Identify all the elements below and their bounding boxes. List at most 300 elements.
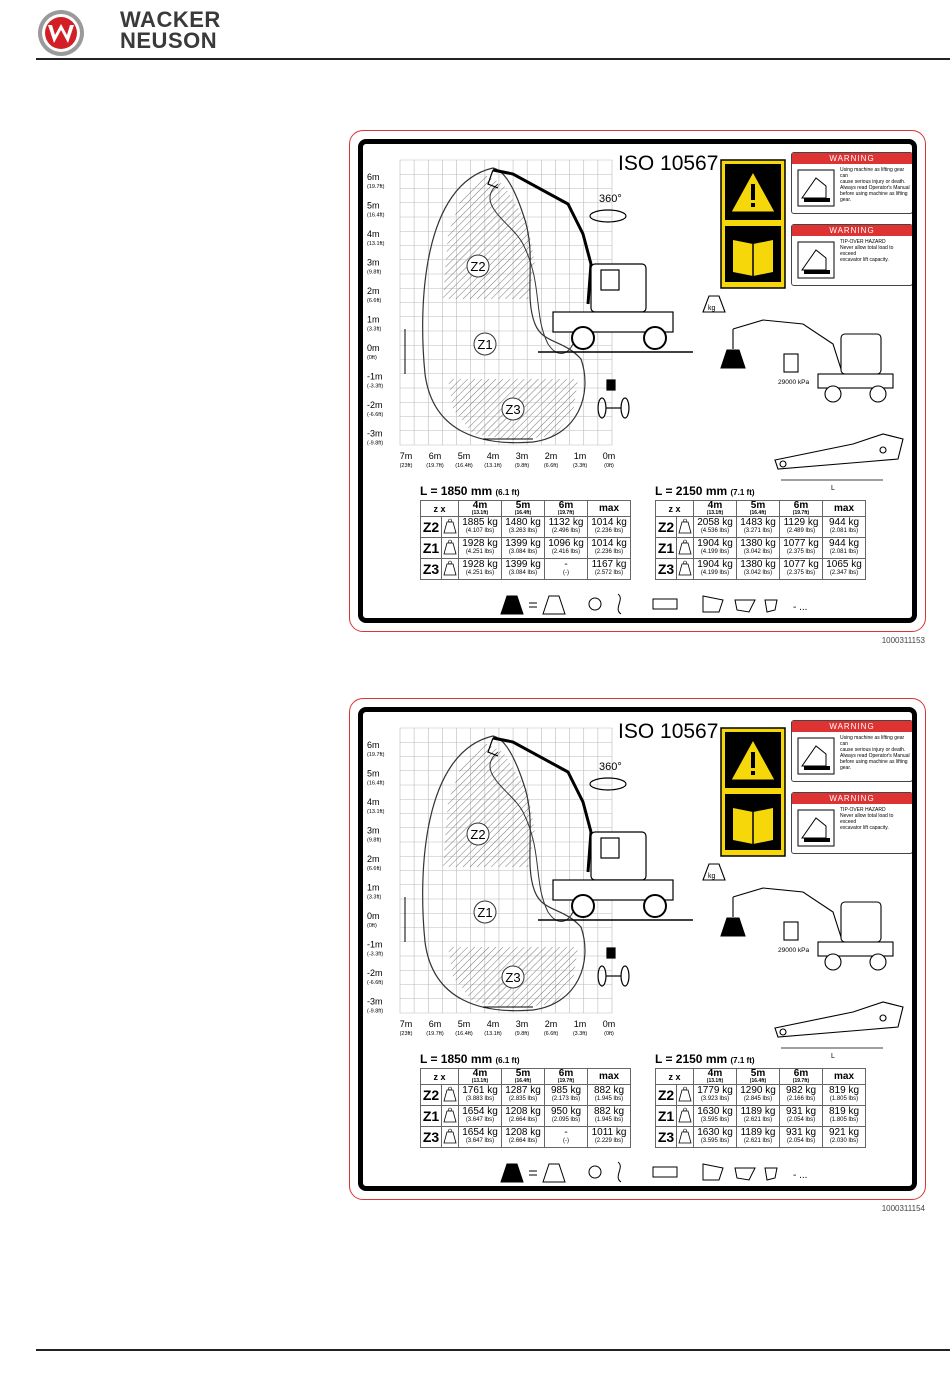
- y-axis-tick-sub: (3.3ft): [367, 894, 382, 901]
- warning-text-line: gear.: [840, 197, 852, 203]
- capacity-kg: 1654 kg: [462, 1127, 498, 1138]
- capacity-kg: 944 kg: [828, 538, 860, 549]
- capacity-kg: 1399 kg: [505, 538, 541, 549]
- capacity-kg: 882 kg: [593, 1085, 625, 1096]
- column-header-value: 6m: [558, 1068, 574, 1079]
- capacity-cell: [459, 517, 502, 538]
- y-axis-tick-sub: (-3.3ft): [367, 951, 384, 958]
- table-length-ft: (7.1 ft): [730, 1056, 755, 1065]
- column-header-sub: (16.4ft): [514, 510, 532, 516]
- x-axis-tick-sub: (23ft): [399, 1031, 413, 1037]
- zone-label: [474, 333, 496, 355]
- capacity-cell: [459, 559, 502, 580]
- x-axis-tick-label: 1m: [573, 1019, 587, 1029]
- capacity-kg: 1380 kg: [740, 538, 776, 549]
- x-axis-tick-label: 4m: [486, 1019, 500, 1029]
- capacity-kg: 1096 kg: [548, 538, 584, 549]
- capacity-kg: 1399 kg: [505, 559, 541, 570]
- capacity-kg: -: [564, 559, 568, 570]
- dipper-arm-icon: [775, 434, 903, 492]
- capacity-cell: [588, 538, 631, 559]
- load-kg-icon: [543, 1164, 565, 1182]
- y-axis-tick-sub: (3.3ft): [367, 326, 382, 333]
- zone-label-text: Z1: [477, 905, 493, 920]
- y-axis-tick-label: 3m: [367, 825, 380, 836]
- column-header-sub: (19.7ft): [557, 1078, 575, 1084]
- column-header: [459, 1069, 502, 1085]
- capacity-lbs: (4.251 lbs): [465, 549, 495, 555]
- capacity-lbs: (3.084 lbs): [508, 570, 538, 576]
- capacity-cell: [459, 1085, 502, 1106]
- capacity-cell: [694, 517, 737, 538]
- weight-icon: [677, 1106, 694, 1127]
- y-axis-tick-label: 0m: [367, 911, 380, 921]
- capacity-cell: [737, 559, 780, 580]
- warning-text: [840, 167, 910, 203]
- axle-lock-icon: [598, 948, 629, 986]
- warning-text-line: Always read Operator's Manual: [840, 753, 910, 759]
- capacity-lbs: (3.595 lbs): [700, 1138, 730, 1144]
- capacity-cell: [502, 1127, 545, 1148]
- column-header-value: max: [833, 1071, 854, 1082]
- warning-label-1: [791, 152, 913, 214]
- y-axis-tick-sub: (6.6ft): [367, 298, 382, 304]
- y-axis-tick-sub: (-6.6ft): [367, 412, 384, 418]
- capacity-lbs: (2.835 lbs): [508, 1096, 538, 1102]
- z-x-header: z x: [656, 501, 694, 517]
- x-axis-tick-sub: (19.7ft): [426, 1031, 444, 1037]
- table-row: [656, 517, 866, 538]
- zone-cell: Z2: [656, 517, 677, 538]
- capacity-lbs: (2.229 lbs): [594, 1138, 624, 1144]
- rotation-arrow-icon: [590, 210, 626, 222]
- table-row: [421, 1127, 631, 1148]
- brand-line-2: NEUSON: [120, 28, 218, 53]
- capacity-kg: 1928 kg: [462, 538, 498, 549]
- capacity-cell: [737, 538, 780, 559]
- capacity-cell: [588, 1127, 631, 1148]
- table-header-row: [656, 1069, 866, 1085]
- y-axis-tick-label: 1m: [367, 882, 380, 893]
- capacity-lbs: (1.805 lbs): [829, 1096, 859, 1102]
- hydraulic-pressure-icon: [784, 922, 798, 940]
- y-axis-tick-sub: (9.8ft): [367, 269, 382, 276]
- weight-icon: [442, 1127, 459, 1148]
- x-axis-tick-label: 1m: [573, 451, 587, 461]
- capacity-lbs: (3.042 lbs): [743, 570, 773, 576]
- capacity-lbs: (4.536 lbs): [700, 528, 730, 534]
- decal-frame: [358, 707, 917, 1191]
- capacity-cell: [459, 1106, 502, 1127]
- x-axis-tick-label: 7m: [399, 451, 413, 461]
- footer-rule: [36, 1349, 950, 1351]
- capacity-kg: 1483 kg: [740, 517, 776, 528]
- shackle-icon: [589, 1166, 601, 1178]
- capacity-kg: 921 kg: [828, 1127, 860, 1138]
- zone-label: [467, 823, 489, 845]
- zone-cell: Z3: [421, 559, 442, 580]
- y-axis-tick-label: -2m: [367, 400, 383, 410]
- y-axis-tick-label: 0m: [367, 343, 380, 353]
- warning-text-line: Always read Operator's Manual: [840, 185, 910, 191]
- warning-text-line: excavator lift capacity.: [840, 257, 889, 263]
- column-header-value: max: [833, 503, 854, 514]
- capacity-lbs: (3.084 lbs): [508, 549, 538, 555]
- capacity-kg: 1380 kg: [740, 559, 776, 570]
- column-header: [823, 1069, 866, 1085]
- warning-text-line: TIP-OVER HAZARD: [840, 807, 886, 813]
- capacity-lbs: (2.166 lbs): [786, 1096, 816, 1102]
- capacity-cell: [737, 1085, 780, 1106]
- x-axis-tick-sub: (3.3ft): [572, 1031, 588, 1037]
- capacity-cell: [545, 1106, 588, 1127]
- capacity-kg: 1480 kg: [505, 517, 541, 528]
- capacity-kg: 1654 kg: [462, 1106, 498, 1117]
- capacity-cell: [502, 1085, 545, 1106]
- capacity-kg: -: [564, 1127, 568, 1138]
- capacity-cell: [459, 538, 502, 559]
- capacity-kg: 1129 kg: [783, 517, 819, 528]
- x-axis-tick-sub: (23ft): [399, 463, 413, 469]
- warning-header: WARNING: [792, 721, 912, 732]
- warning-text-line: Never allow total load to exceed: [840, 245, 894, 257]
- warning-pictogram-icon: [796, 240, 836, 280]
- capacity-lbs: (2.054 lbs): [786, 1138, 816, 1144]
- weight-icon: [677, 1085, 694, 1106]
- y-axis-tick-sub: (13.1ft): [367, 809, 385, 815]
- zone-label-text: Z3: [505, 970, 521, 985]
- y-axis-tick-label: 2m: [367, 286, 380, 296]
- lift-capacity-table: [655, 1068, 866, 1148]
- table-row: [421, 517, 631, 538]
- lift-capacity-decal: [349, 698, 926, 1213]
- capacity-cell: [588, 1085, 631, 1106]
- capacity-kg: 1132 kg: [548, 517, 584, 528]
- bucket-icon: [703, 1164, 723, 1180]
- weight-icon: [442, 1106, 459, 1127]
- lift-capacity-table: [420, 500, 631, 580]
- y-axis-tick-sub: (-6.6ft): [367, 980, 384, 986]
- capacity-lbs: (2.489 lbs): [786, 528, 816, 534]
- x-axis-tick-label: 5m: [457, 1019, 471, 1029]
- y-axis-tick-sub: (19.7ft): [367, 752, 385, 758]
- column-header-sub: (16.4ft): [749, 1078, 767, 1084]
- table-title: [420, 1052, 520, 1066]
- zone-cell: Z2: [421, 1085, 442, 1106]
- zone-label-text: Z2: [470, 259, 486, 274]
- capacity-kg: 1208 kg: [505, 1127, 541, 1138]
- capacity-lbs: (2.664 lbs): [508, 1138, 538, 1144]
- column-header-sub: (13.1ft): [706, 510, 724, 516]
- capacity-lbs: (2.572 lbs): [594, 570, 624, 576]
- decal-frame: [358, 139, 917, 623]
- dipper-arm-icon: [775, 1002, 903, 1060]
- capacity-cell: [588, 1106, 631, 1127]
- column-header-value: 5m: [750, 500, 766, 511]
- x-axis-tick-label: 6m: [428, 1019, 442, 1029]
- capacity-lbs: (2.845 lbs): [743, 1096, 773, 1102]
- kg-label: kg: [708, 305, 716, 312]
- warning-text-line: excavator lift capacity.: [840, 825, 889, 831]
- y-axis-tick-label: 3m: [367, 257, 380, 268]
- z-x-header: z x: [421, 1069, 459, 1085]
- y-axis-tick-sub: (9.8ft): [367, 837, 382, 844]
- y-axis-tick-sub: (-9.8ft): [367, 440, 384, 447]
- pressure-label: 29000 kPa: [778, 947, 810, 954]
- column-header-value: 5m: [515, 500, 531, 511]
- zone-cell: Z1: [421, 538, 442, 559]
- y-axis-tick-sub: (19.7ft): [367, 184, 385, 190]
- capacity-cell: [694, 559, 737, 580]
- capacity-kg: 819 kg: [828, 1106, 860, 1117]
- rotation-arrow-icon: [590, 778, 626, 790]
- capacity-cell: [502, 517, 545, 538]
- load-kg-icon: [543, 596, 565, 614]
- table-row: [421, 1085, 631, 1106]
- column-header-value: 4m: [472, 500, 488, 511]
- warning-text: [840, 735, 910, 771]
- table-row: [656, 559, 866, 580]
- narrow-bucket-icon: [765, 600, 777, 612]
- hook-icon: [618, 1162, 621, 1182]
- capacity-kg: 931 kg: [785, 1127, 817, 1138]
- capacity-kg: 1904 kg: [697, 538, 733, 549]
- capacity-lbs: (4.107 lbs): [465, 528, 495, 534]
- x-axis-tick-sub: (13.1ft): [484, 1031, 502, 1037]
- zone-label-text: Z1: [477, 337, 493, 352]
- total-load-icon: [501, 1164, 523, 1182]
- column-header: [588, 1069, 631, 1085]
- weight-icon: [677, 1127, 694, 1148]
- capacity-lbs: (2.095 lbs): [551, 1117, 581, 1123]
- capacity-lbs: (4.199 lbs): [700, 570, 730, 576]
- capacity-lbs: (3.883 lbs): [465, 1096, 495, 1102]
- capacity-cell: [545, 559, 588, 580]
- warning-text-line: before using machine as lifting: [840, 759, 908, 765]
- capacity-cell: [459, 1127, 502, 1148]
- y-axis-tick-label: 4m: [367, 229, 380, 239]
- column-header: [502, 501, 545, 517]
- y-axis-tick-label: 6m: [367, 172, 380, 182]
- warning-text-line: Never allow total load to exceed: [840, 813, 894, 825]
- weight-icon: [677, 559, 694, 580]
- capacity-kg: 1779 kg: [697, 1085, 733, 1096]
- column-header: [823, 501, 866, 517]
- capacity-cell: [823, 1106, 866, 1127]
- capacity-kg: 1189 kg: [740, 1127, 776, 1138]
- capacity-lbs: (2.173 lbs): [551, 1096, 581, 1102]
- capacity-kg: 944 kg: [828, 517, 860, 528]
- y-axis-tick-sub: (16.4ft): [367, 212, 385, 219]
- warning-text: [840, 239, 910, 263]
- x-axis-tick-label: 0m: [602, 1019, 616, 1029]
- capacity-kg: 1630 kg: [697, 1106, 733, 1117]
- warning-header: WARNING: [792, 793, 912, 804]
- capacity-cell: [502, 1106, 545, 1127]
- capacity-lbs: (2.416 lbs): [551, 549, 581, 555]
- capacity-lbs: (3.263 lbs): [508, 528, 538, 534]
- column-header-sub: (16.4ft): [749, 510, 767, 516]
- x-axis-tick-sub: (6.6ft): [543, 1031, 559, 1037]
- more-attachments: - ...: [793, 1170, 808, 1181]
- capacity-lbs: (1.945 lbs): [594, 1096, 624, 1102]
- y-axis-tick-sub: (0ft): [367, 923, 377, 929]
- capacity-kg: 1014 kg: [591, 517, 627, 528]
- warning-text-line: gear.: [840, 765, 852, 771]
- y-axis-tick-label: -1m: [367, 939, 383, 950]
- zone-label-text: Z2: [470, 827, 486, 842]
- y-axis-tick-sub: (0ft): [367, 355, 377, 361]
- x-axis-tick-sub: (16.4ft): [455, 1031, 473, 1037]
- x-axis-tick-sub: (13.1ft): [484, 463, 502, 469]
- read-manual-sign: [721, 160, 785, 288]
- capacity-lbs: (2.030 lbs): [829, 1138, 859, 1144]
- attachments-row: [501, 1162, 807, 1182]
- header-rule: [36, 58, 950, 60]
- capacity-cell: [588, 517, 631, 538]
- quick-coupler-icon: [653, 1167, 677, 1177]
- x-axis-tick-sub: (9.8ft): [514, 463, 530, 469]
- weight-icon: [442, 1085, 459, 1106]
- capacity-cell: [780, 1085, 823, 1106]
- weight-icon: [677, 538, 694, 559]
- capacity-cell: [823, 1085, 866, 1106]
- column-header-value: max: [598, 1071, 619, 1082]
- y-axis-tick-sub: (16.4ft): [367, 780, 385, 787]
- x-axis-tick-label: 0m: [602, 451, 616, 461]
- capacity-lbs: (2.375 lbs): [786, 570, 816, 576]
- capacity-lbs: (2.621 lbs): [743, 1117, 773, 1123]
- warning-text-line: cause serious injury or death.: [840, 179, 906, 185]
- capacity-cell: [545, 1127, 588, 1148]
- column-header: [780, 501, 823, 517]
- capacity-kg: 1065 kg: [826, 559, 862, 570]
- warning-text-line: cause serious injury or death.: [840, 747, 906, 753]
- column-header: [737, 501, 780, 517]
- zone-cell: Z3: [656, 1127, 677, 1148]
- x-axis-tick-label: 3m: [515, 1019, 529, 1029]
- capacity-kg: 1077 kg: [783, 559, 819, 570]
- x-axis-tick-sub: (3.3ft): [572, 463, 588, 469]
- y-axis-tick-label: -3m: [367, 996, 383, 1007]
- zone-label: [502, 966, 524, 988]
- z-x-header: z x: [421, 501, 459, 517]
- warning-header: WARNING: [792, 225, 912, 236]
- table-length: L = 2150 mm: [655, 484, 728, 498]
- table-length-ft: (7.1 ft): [730, 488, 755, 497]
- column-header: [502, 1069, 545, 1085]
- read-manual-sign: [721, 728, 785, 856]
- table-row: [656, 1127, 866, 1148]
- capacity-lbs: (2.236 lbs): [594, 528, 624, 534]
- column-header-value: 6m: [558, 500, 574, 511]
- zone-cell: Z1: [656, 1106, 677, 1127]
- capacity-cell: [823, 559, 866, 580]
- table-row: [421, 559, 631, 580]
- weight-icon: [677, 517, 694, 538]
- capacity-kg: 1077 kg: [783, 538, 819, 549]
- load-weight-icon: [721, 350, 745, 368]
- capacity-kg: 1928 kg: [462, 559, 498, 570]
- capacity-lbs: (4.251 lbs): [465, 570, 495, 576]
- capacity-cell: [502, 559, 545, 580]
- brand-line-1: WACKER: [120, 7, 221, 32]
- warning-text-line: TIP-OVER HAZARD: [840, 239, 886, 245]
- column-header: [545, 1069, 588, 1085]
- column-header: [588, 501, 631, 517]
- page-header: [0, 0, 950, 62]
- column-header-sub: (19.7ft): [792, 1078, 810, 1084]
- table-title: [420, 484, 520, 498]
- standard-title: ISO 10567: [618, 152, 719, 175]
- zone-label: [502, 398, 524, 420]
- warning-text-line: Using machine as lifting gear can: [840, 167, 905, 179]
- capacity-lbs: (-): [563, 570, 569, 576]
- capacity-cell: [780, 1106, 823, 1127]
- table-header-row: [656, 501, 866, 517]
- table-title: [655, 1052, 755, 1066]
- zone-cell: Z3: [421, 1127, 442, 1148]
- y-axis-tick-sub: (-3.3ft): [367, 383, 384, 390]
- column-header-value: 4m: [707, 1068, 723, 1079]
- standard-title: ISO 10567: [618, 720, 719, 743]
- x-axis-tick-sub: (6.6ft): [543, 463, 559, 469]
- kg-label: kg: [708, 873, 716, 880]
- capacity-kg: 1885 kg: [462, 517, 498, 528]
- capacity-cell: [502, 538, 545, 559]
- arm-length-label: L: [831, 485, 835, 492]
- column-header-sub: (13.1ft): [471, 510, 489, 516]
- weight-icon: [442, 517, 459, 538]
- capacity-kg: 982 kg: [785, 1085, 817, 1096]
- capacity-kg: 1287 kg: [505, 1085, 541, 1096]
- capacity-lbs: (3.923 lbs): [700, 1096, 730, 1102]
- column-header-sub: (16.4ft): [514, 1078, 532, 1084]
- table-length: L = 2150 mm: [655, 1052, 728, 1066]
- capacity-kg: 1630 kg: [697, 1127, 733, 1138]
- capacity-cell: [545, 1085, 588, 1106]
- capacity-cell: [694, 1085, 737, 1106]
- capacity-kg: 2058 kg: [697, 517, 733, 528]
- column-header: [545, 501, 588, 517]
- capacity-lbs: (3.647 lbs): [465, 1138, 495, 1144]
- warning-header: WARNING: [792, 153, 912, 164]
- ditch-bucket-icon: [735, 1168, 755, 1180]
- table-row: [421, 538, 631, 559]
- y-axis-tick-sub: (-9.8ft): [367, 1008, 384, 1015]
- capacity-lbs: (2.081 lbs): [829, 549, 859, 555]
- warning-pictogram-icon: [796, 736, 836, 776]
- x-axis-tick-label: 2m: [544, 451, 558, 461]
- capacity-lbs: (2.236 lbs): [594, 549, 624, 555]
- y-axis-tick-label: 2m: [367, 854, 380, 864]
- part-number: 1000311153: [881, 636, 925, 645]
- x-axis-tick-label: 3m: [515, 451, 529, 461]
- capacity-cell: [780, 1127, 823, 1148]
- column-header-value: 4m: [707, 500, 723, 511]
- x-axis-tick-label: 2m: [544, 1019, 558, 1029]
- total-load-icon: [501, 596, 523, 614]
- capacity-cell: [545, 517, 588, 538]
- zone-label-text: Z3: [505, 402, 521, 417]
- capacity-lbs: (2.664 lbs): [508, 1117, 538, 1123]
- table-row: [421, 1106, 631, 1127]
- y-axis-tick-sub: (13.1ft): [367, 241, 385, 247]
- capacity-lbs: (2.621 lbs): [743, 1138, 773, 1144]
- narrow-bucket-icon: [765, 1168, 777, 1180]
- column-header-value: 6m: [793, 1068, 809, 1079]
- y-axis-tick-label: -2m: [367, 968, 383, 978]
